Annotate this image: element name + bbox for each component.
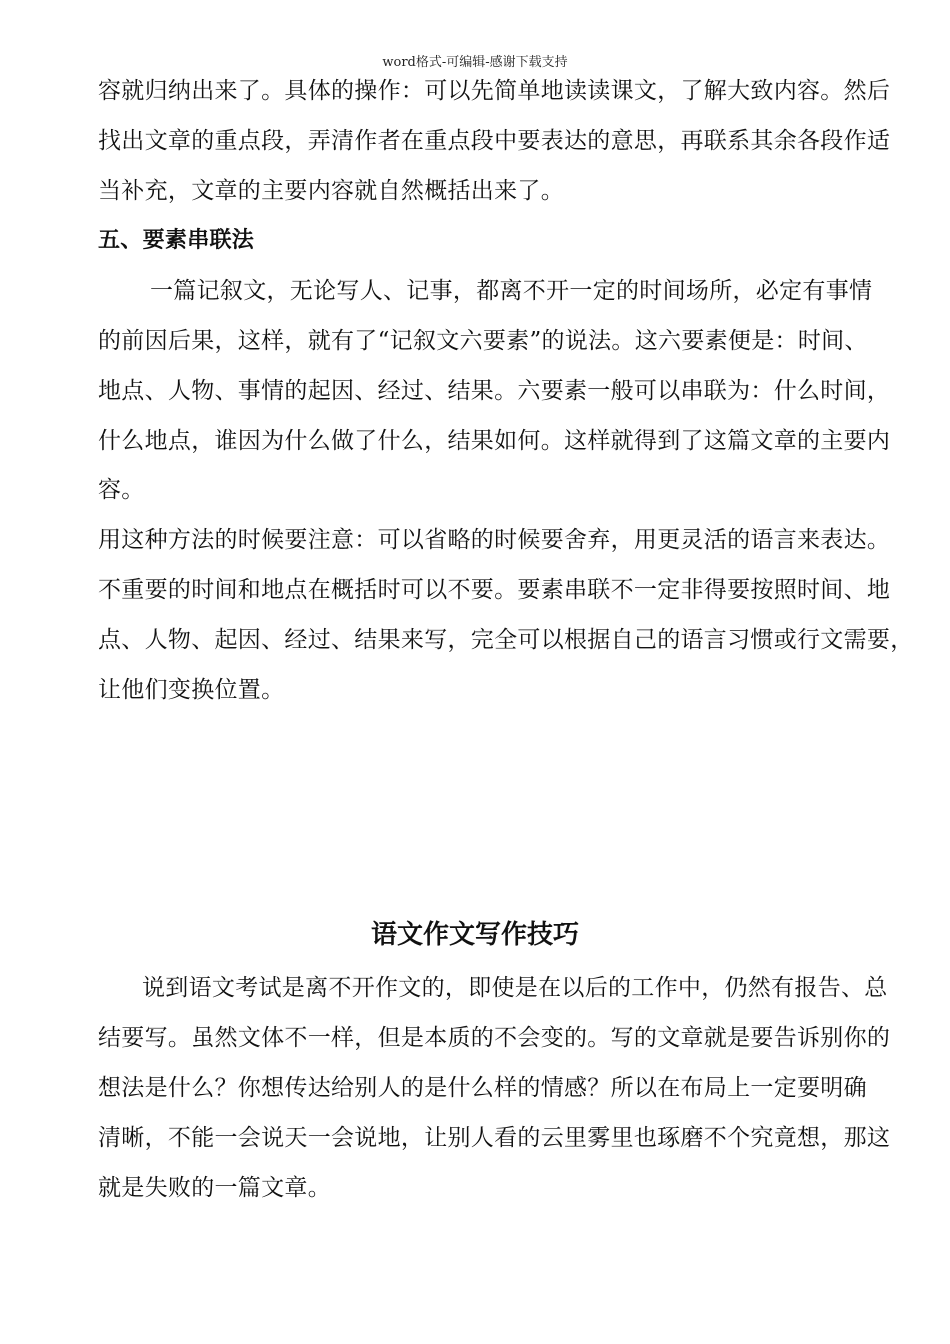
text-line: 找出文章的重点段，弄清作者在重点段中要表达的意思，再联系其余各段作适 [98, 128, 891, 154]
section-heading: 五、要素串联法 [98, 228, 255, 253]
text-line: 点、人物、起因、经过、结果来写，完全可以根据自己的语言习惯或行文需要， [98, 627, 914, 653]
text-line: 容。 [98, 477, 145, 503]
text-line: 结要写。虽然文体不一样，但是本质的不会变的。写的文章就是要告诉别你的 [98, 1025, 891, 1051]
text-line: 当补充，文章的主要内容就自然概括出来了。 [98, 178, 564, 204]
text-line: 的前因后果，这样，就有了“记叙文六要素”的说法。这六要素便是：时间、 [98, 328, 868, 354]
text-line: 让他们变换位置。 [98, 677, 285, 703]
text-line: 什么地点，谁因为什么做了什么，结果如何。这样就得到了这篇文章的主要内 [98, 428, 891, 454]
page-header: word格式-可编辑-感谢下载支持 [382, 55, 568, 70]
text-line: 一篇记叙文，无论写人、记事，都离不开一定的时间场所，必定有事情 [150, 278, 873, 304]
text-line: 用这种方法的时候要注意：可以省略的时候要舍弃，用更灵活的语言来表达。 [98, 527, 891, 553]
text-line: 不重要的时间和地点在概括时可以不要。要素串联不一定非得要按照时间、地 [98, 577, 891, 603]
text-line: 说到语文考试是离不开作文的，即使是在以后的工作中，仍然有报告、总 [142, 975, 888, 1001]
text-line: 地点、人物、事情的起因、经过、结果。六要素一般可以串联为：什么时间， [98, 378, 891, 404]
text-line: 清晰，不能一会说天一会说地，让别人看的云里雾里也琢磨不个究竟想，那这 [98, 1125, 891, 1151]
text-line: 就是失败的一篇文章。 [98, 1175, 331, 1201]
text-line: 想法是什么？你想传达给别人的是什么样的情感？所以在布局上一定要明确 [98, 1075, 867, 1101]
text-line: 容就归纳出来了。具体的操作：可以先简单地读读课文，了解大致内容。然后 [98, 78, 891, 104]
article-title: 语文作文写作技巧 [370, 920, 579, 950]
